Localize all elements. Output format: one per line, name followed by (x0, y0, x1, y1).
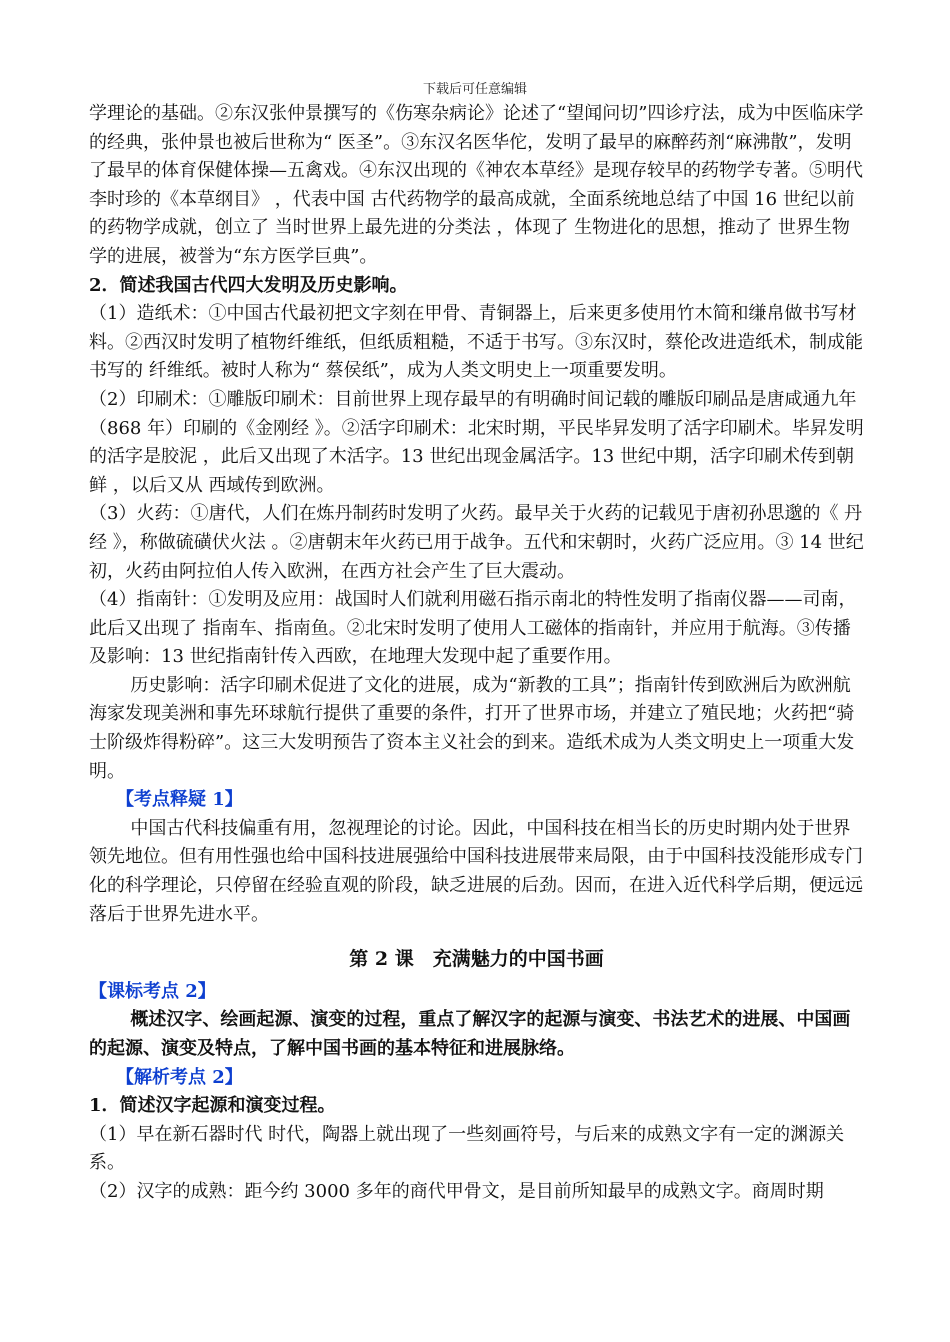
document-body (89, 100, 864, 1207)
paragraph-curriculum-standard: 概述汉字、绘画起源、演变的过程，重点了解汉字的起源与演变、书法艺术的进展、中国画的起源、演变及特点，了解中国书画的基本特征和进展脉络。 (89, 1009, 851, 1059)
question-heading-four-inventions: 2．简述我国古代四大发明及历史影响。 (89, 274, 408, 296)
paragraph-printing: （2）印刷术：①雕版印刷术：目前世界上现存最早的有明确时间记载的雕版印刷品是唐咸通九年（868 年）印刷的《金刚经 》。②活字印刷术：北宋时期，平民毕昇发明了活字印刷术。毕昇发明的活字是胶泥 ，此后又出现了木活字。13 世纪出现金属活字。13 世纪中期，活字印刷术传到朝鲜 ，以后又从 西域传到欧洲。 (89, 388, 864, 496)
section-label-kebiao-kaodian-2: 【课标考点 2】 (89, 980, 216, 1002)
lesson-title: 第 2 课 充满魅力的中国书画 (349, 948, 604, 971)
paragraph-oracle-bones: （2）汉字的成熟：距今约 3000 多年的商代甲骨文，是目前所知最早的成熟文字。商周时期 (89, 1180, 824, 1202)
paragraph-gunpowder: （3）火药：①唐代，人们在炼丹制药时发明了火药。最早关于火药的记载见于唐初孙思邈的《 丹经 》，称做硫磺伏火法 。②唐朝末年火药已用于战争。五代和宋朝时，火药广泛应用。③ 14 世纪初，火药由阿拉伯人传入欧洲，在西方社会产生了巨大震动。 (89, 503, 864, 582)
section-label-kaodian-shiyi-1: 【考点释疑 1】 (116, 789, 243, 811)
paragraph-medicine: 学理论的基础。②东汉张仲景撰写的《伤寒杂病论》论述了“望闻问切”四诊疗法，成为中医临床学的经典，张仲景也被后世称为“ 医圣”。③东汉名医华佗，发明了最早的麻醉药剂“麻沸散”，发明了最早的体育保健体操—五禽戏。④东汉出现的《神农本草经》是现存较早的药物学专著。⑤明代李时珍的《本草纲目》 ，代表中国 古代药物学的最高成就，全面系统地总结了中国 16 世纪以前的药物学成就，创立了 当时世界上最先进的分类法 ，体现了 生物进化的思想，推动了 世界生物学的进展，被誉为“东方医学巨典”。 (89, 103, 864, 267)
paragraph-neolithic-symbols: （1）早在新石器时代 时代，陶器上就出现了一些刻画符号，与后来的成熟文字有一定的渊源关系。 (89, 1123, 845, 1174)
paragraph-papermaking: （1）造纸术：①中国古代最初把文字刻在甲骨、青铜器上，后来更多使用竹木简和缣帛做书写材料。②西汉时发明了植物纤维纸，但纸质粗糙，不适于书写。③东汉时，蔡伦改进造纸术，制成能书写的 纤维纸。被时人称为“ 蔡侯纸”，成为人类文明史上一项重要发明。 (89, 303, 863, 382)
section-label-jiexi-kaodian-2: 【解析考点 2】 (116, 1066, 243, 1088)
paragraph-historical-impact: 历史影响：活字印刷术促进了文化的进展，成为“新教的工具”；指南针传到欧洲后为欧洲航海家发现美洲和事先环球航行提供了重要的条件，打开了世界市场，并建立了殖民地；火药把“骑士阶级炸得粉碎”。这三大发明预告了资本主义社会的到来。造纸术成为人类文明史上一项重大发明。 (89, 674, 855, 782)
paragraph-compass: （4）指南针：①发明及应用：战国时人们就利用磁石指示南北的特性发明了指南仪器——司南，此后又出现了 指南车、指南鱼。②北宋时发明了使用人工磁体的指南针，并应用于航海。③传播及影响：13 世纪指南针传入西欧，在地理大发现中起了重要作用。 (89, 589, 857, 668)
question-heading-chinese-characters: 1．简述汉字起源和演变过程。 (89, 1095, 336, 1117)
paragraph-explanation: 中国古代科技偏重有用，忽视理论的讨论。因此，中国科技在相当长的历史时期内处于世界领先地位。但有用性强也给中国科技进展强给中国科技进展带来局限，由于中国科技没能形成专门化的科学理论，只停留在经验直观的阶段，缺乏进展的后劲。因而，在进入近代科学后期，便远远落后于世界先进水平。 (89, 817, 863, 925)
page-header: 下载后可任意编辑 (422, 82, 527, 97)
